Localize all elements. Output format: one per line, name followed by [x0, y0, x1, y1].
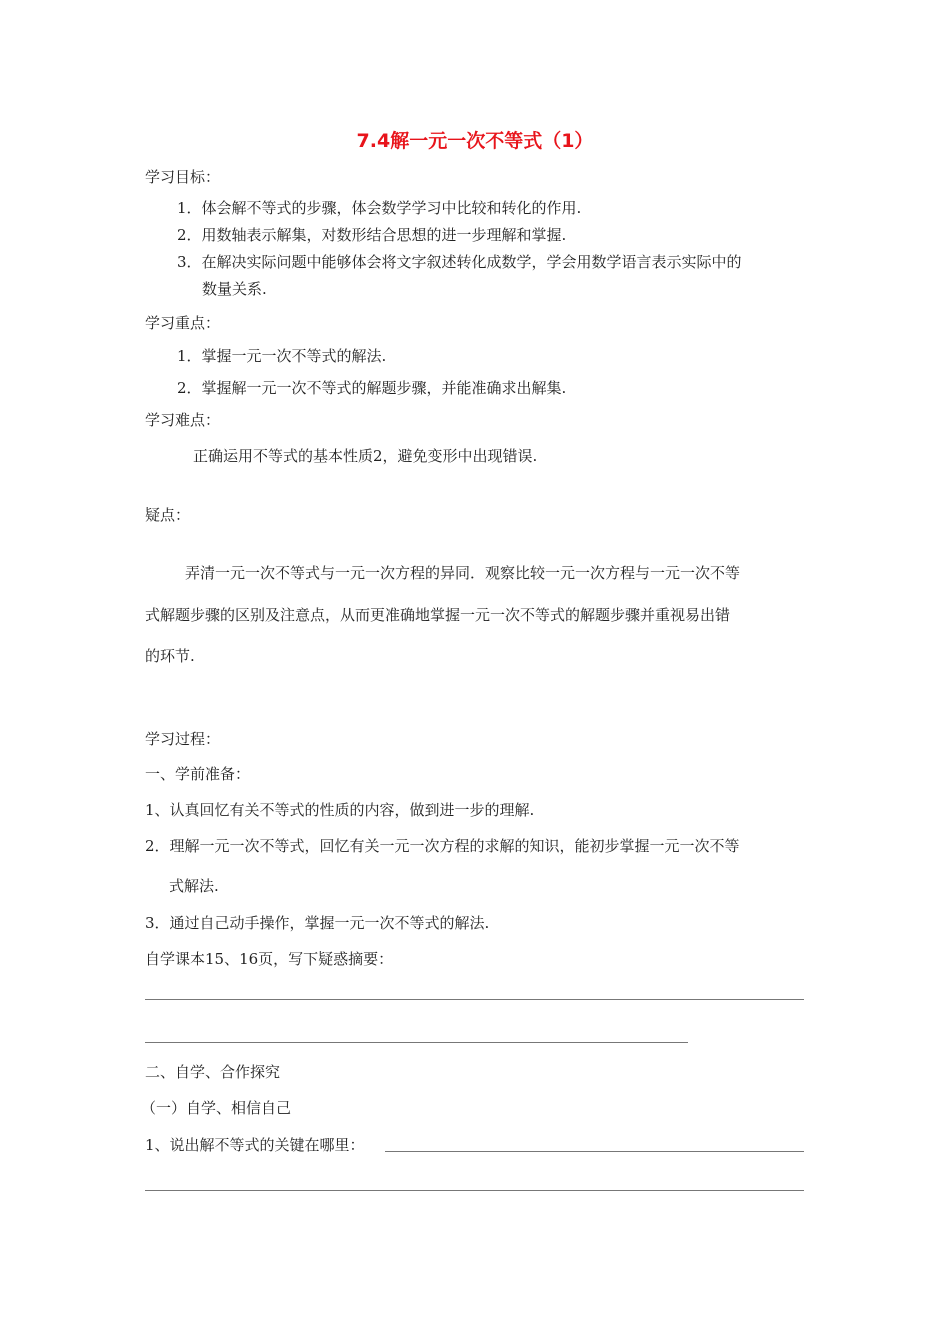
key-point-item: 1．掌握一元一次不等式的解法.: [177, 347, 387, 365]
key-points-heading: 学习重点：: [145, 314, 221, 332]
difficulties-text: 正确运用不等式的基本性质2，避免变形中出现错误.: [193, 447, 538, 465]
doubts-paragraph-line: 式解题步骤的区别及注意点，从而更准确地掌握一元一次不等式的解题步骤并重视易出错: [145, 606, 731, 624]
key-point-item: 2．掌握解一元一次不等式的解题步骤，并能准确求出解集.: [177, 379, 567, 397]
goals-heading: 学习目标：: [145, 168, 221, 186]
doubts-paragraph-line: 弄清一元一次不等式与一元一次方程的异同．观察比较一元一次方程与一元一次不等: [185, 564, 741, 582]
doubts-paragraph-line: 的环节.: [145, 647, 195, 665]
prep-item: 2．理解一元一次不等式，回忆有关一元一次方程的求解的知识，能初步掌握一元一次不等: [145, 837, 740, 855]
subsection-heading: （一）自学、相信自己: [141, 1099, 292, 1117]
self-study-prompt: 自学课本15、16页，写下疑惑摘要：: [145, 950, 394, 968]
answer-line: [145, 1190, 804, 1191]
answer-line: [145, 999, 804, 1000]
doubts-heading: 疑点：: [145, 506, 191, 524]
process-heading: 学习过程：: [145, 730, 221, 748]
answer-line: [385, 1151, 804, 1152]
goal-item: 1．体会解不等式的步骤，体会数学学习中比较和转化的作用.: [177, 199, 582, 217]
goal-item-continued: 数量关系.: [202, 280, 267, 298]
prep-item: 3．通过自己动手操作，掌握一元一次不等式的解法.: [145, 914, 490, 932]
goal-item: 2．用数轴表示解集，对数形结合思想的进一步理解和掌握.: [177, 226, 567, 244]
document-title: 7.4解一元一次不等式（1）: [356, 130, 594, 152]
difficulties-heading: 学习难点：: [145, 411, 221, 429]
section-heading-1: 一、学前准备：: [145, 765, 251, 783]
prep-item-continued: 式解法.: [169, 877, 219, 895]
answer-line: [145, 1042, 688, 1043]
section-heading-2: 二、自学、合作探究: [145, 1063, 281, 1081]
question-1: 1、说出解不等式的关键在哪里：: [145, 1136, 365, 1154]
goal-item: 3．在解决实际问题中能够体会将文字叙述转化成数学，学会用数学语言表示实际中的: [177, 253, 742, 271]
prep-item: 1、认真回忆有关不等式的性质的内容，做到进一步的理解.: [145, 801, 535, 819]
